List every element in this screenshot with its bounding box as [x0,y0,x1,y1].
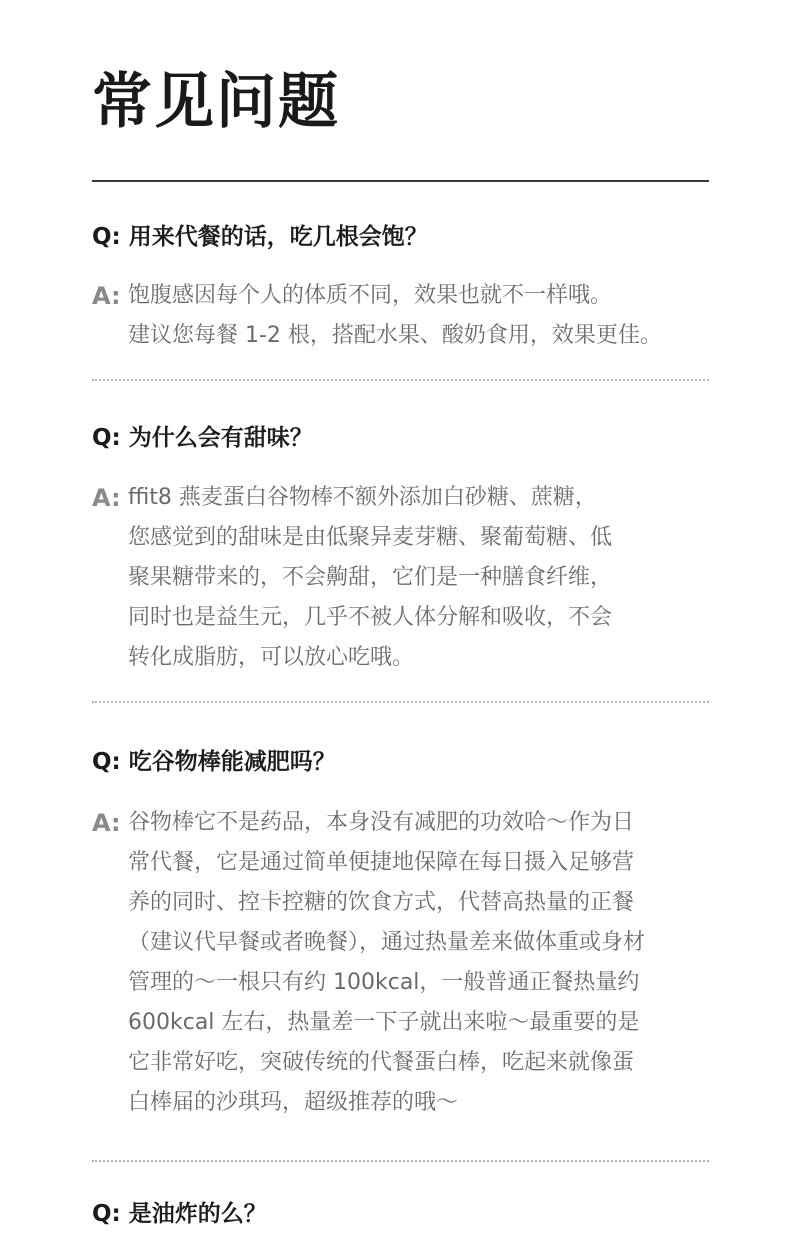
faq-answer-2 [92,478,712,678]
page-title: 常见问题 [92,67,340,137]
faq-question-4 [92,1198,267,1230]
answer-line: （建议代早餐或者晚餐），通过热量差来做体重或身材 [128,930,646,955]
dotted-divider [92,701,709,703]
question-text: 用来代餐的话，吃几根会饱？ [128,224,428,250]
title-divider [92,180,709,182]
faq-question-1 [92,221,428,253]
question-prefix: Q: [92,224,121,250]
answer-line: 养的同时、控卡控糖的饮食方式，代替高热量的正餐 [128,890,635,915]
answer-line: 聚果糖带来的，不会齁甜，它们是一种膳食纤维， [128,565,613,590]
answer-line: 同时也是益生元，几乎不被人体分解和吸收，不会 [128,605,613,630]
faq-answer-3 [92,803,712,1123]
question-text: 是油炸的么？ [128,1201,267,1227]
faq-question-3 [92,746,336,778]
dotted-divider [92,1160,709,1162]
faq-question-2 [92,422,313,454]
answer-line: 转化成脂肪，可以放心吃哦。 [128,645,415,670]
faq-answer-1 [92,276,712,356]
dotted-divider [92,379,709,381]
answer-prefix: A: [92,484,121,512]
question-text: 为什么会有甜味？ [128,425,313,451]
answer-line: 600kcal 左右，热量差一下子就出来啦～最重要的是 [128,1010,640,1035]
answer-line: 常代餐，它是通过简单便捷地保障在每日摄入足够营 [128,850,635,875]
answer-prefix: A: [92,809,121,837]
answer-line: 管理的～一根只有约 100kcal，一般普通正餐热量约 [128,970,640,995]
answer-line: 它非常好吃，突破传统的代餐蛋白棒，吃起来就像蛋 [128,1050,635,1075]
question-prefix: Q: [92,1201,121,1227]
answer-prefix: A: [92,282,121,310]
answer-line: 建议您每餐 1-2 根，搭配水果、酸奶食用，效果更佳。 [128,323,662,348]
answer-line: 白棒届的沙琪玛，超级推荐的哦～ [128,1090,459,1115]
question-text: 吃谷物棒能减肥吗？ [128,749,336,775]
question-prefix: Q: [92,425,121,451]
question-prefix: Q: [92,749,121,775]
answer-line: 饱腹感因每个人的体质不同，效果也就不一样哦。 [128,283,613,308]
answer-line: 谷物棒它不是药品，本身没有减肥的功效哈～作为日 [128,810,635,835]
answer-line: 您感觉到的甜味是由低聚异麦芽糖、聚葡萄糖、低 [128,525,613,550]
answer-line: ffit8 燕麦蛋白谷物棒不额外添加白砂糖、蔗糖， [128,485,597,510]
